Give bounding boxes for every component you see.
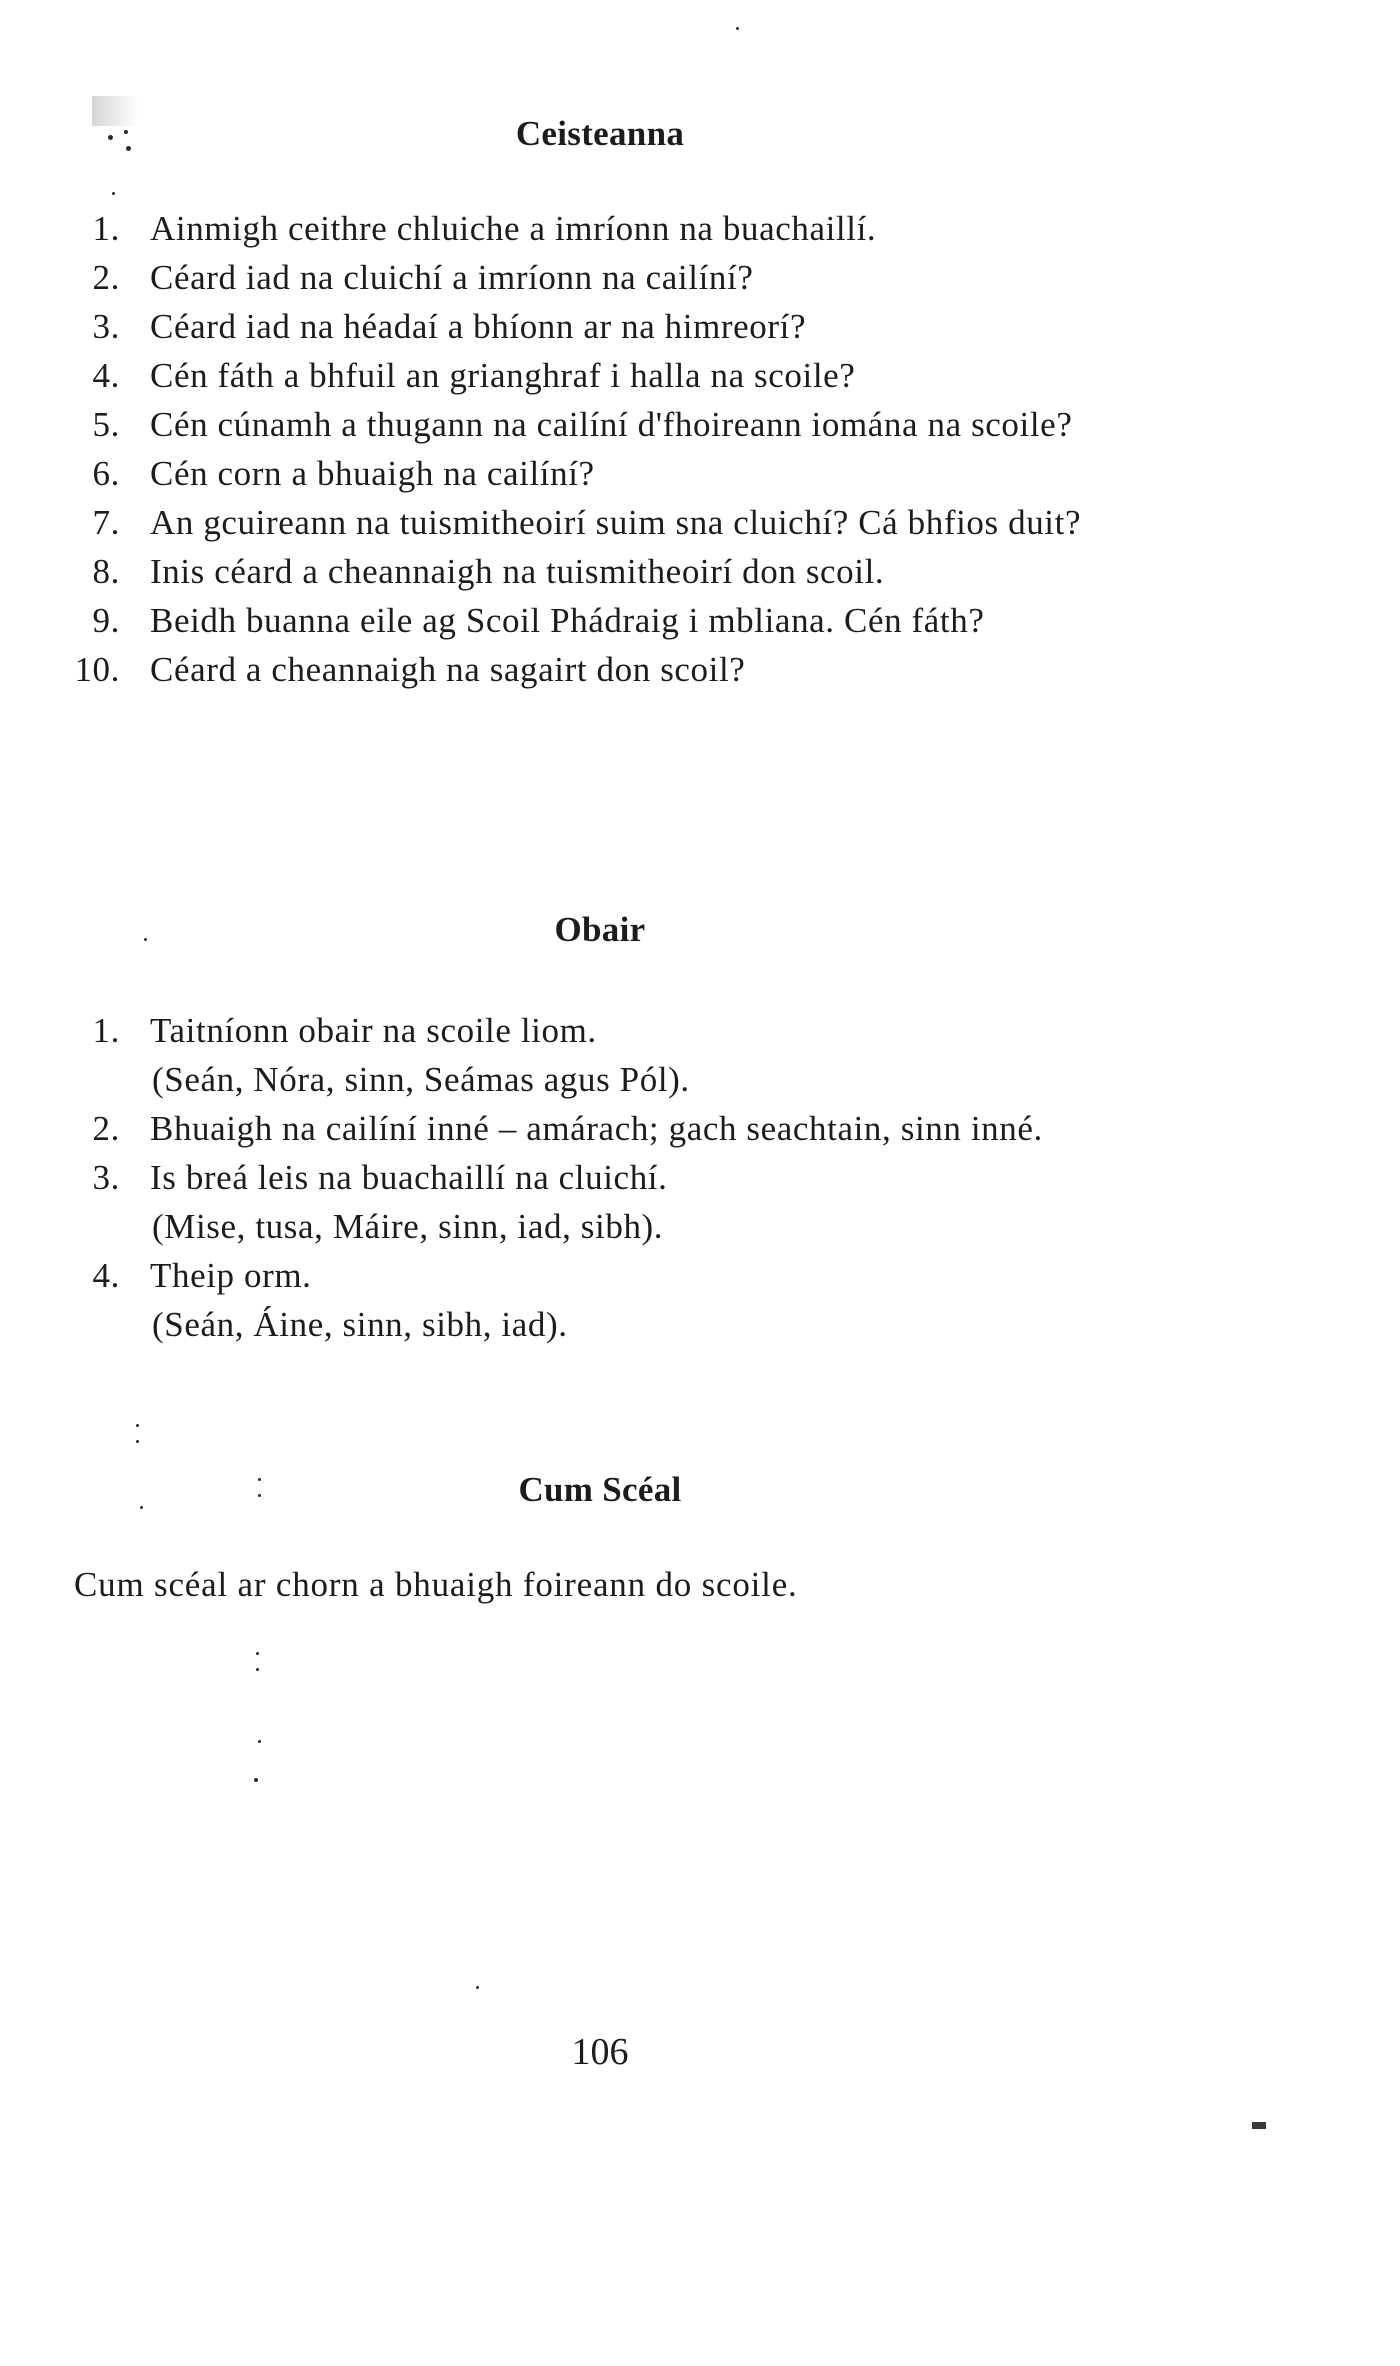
list-item xyxy=(60,1251,1140,1349)
item-text: Beidh buanna eile ag Scoil Phádraig i mbliana. Cén fáth? xyxy=(150,601,985,640)
item-number: 3. xyxy=(92,1158,120,1197)
item-number: 4. xyxy=(92,356,120,395)
item-prompt: (Mise, tusa, Máire, sinn, iad, sibh). xyxy=(152,1207,664,1246)
list-item xyxy=(60,253,1140,302)
item-text: An gcuireann na tuismitheoirí suim sna cluichí? Cá bhfios duit? xyxy=(150,503,1082,542)
item-text: Cén corn a bhuaigh na cailíní? xyxy=(150,454,595,493)
story-prompt: Cum scéal ar chorn a bhuaigh foireann do scoile. xyxy=(74,1565,798,1604)
item-prompt: (Seán, Nóra, sinn, Seámas agus Pól). xyxy=(152,1060,690,1099)
scan-speck xyxy=(476,1986,479,1989)
list-item xyxy=(60,351,1140,400)
list-item xyxy=(60,302,1140,351)
scan-speck xyxy=(136,1424,139,1427)
item-text: Céard a cheannaigh na sagairt don scoil? xyxy=(150,650,746,689)
item-text: Is breá leis na buachaillí na cluichí. xyxy=(150,1158,668,1197)
page-number: 106 xyxy=(571,2031,629,2073)
item-text: Inis céard a cheannaigh na tuismitheoirí don scoil. xyxy=(150,552,885,591)
list-item xyxy=(60,449,1140,498)
item-prompt: (Seán, Áine, sinn, sibh, iad). xyxy=(152,1305,568,1344)
item-text: Theip orm. xyxy=(150,1256,312,1295)
list-item xyxy=(60,547,1140,596)
list-item xyxy=(60,1006,1140,1104)
scan-speck xyxy=(124,130,128,134)
item-text: Cén cúnamh a thugann na cailíní d'fhoireann iomána na scoile? xyxy=(150,405,1073,444)
section-heading-obair: Obair xyxy=(554,910,646,949)
item-number: 5. xyxy=(92,405,120,444)
item-number: 8. xyxy=(92,552,120,591)
item-number: 10. xyxy=(74,650,120,689)
list-item xyxy=(60,204,1140,253)
scan-speck xyxy=(136,1440,139,1443)
scan-speck xyxy=(258,1478,261,1481)
item-number: 2. xyxy=(92,1109,120,1148)
scan-mark xyxy=(1252,2122,1266,2129)
list-item xyxy=(60,1153,1140,1251)
item-number: 2. xyxy=(92,258,120,297)
item-text: Céard iad na cluichí a imríonn na cailíní? xyxy=(150,258,754,297)
section-heading-ceisteanna: Ceisteanna xyxy=(515,114,685,153)
scan-speck xyxy=(140,1506,143,1509)
item-number: 1. xyxy=(92,209,120,248)
list-item xyxy=(60,498,1140,547)
item-number: 9. xyxy=(92,601,120,640)
scan-speck xyxy=(258,1494,261,1497)
list-item xyxy=(60,596,1140,645)
scan-speck xyxy=(258,1740,261,1743)
item-number: 3. xyxy=(92,307,120,346)
item-text: Bhuaigh na cailíní inné – amárach; gach seachtain, sinn inné. xyxy=(150,1109,1043,1148)
scan-speck xyxy=(256,1668,259,1671)
questions-list xyxy=(60,204,1140,694)
item-number: 6. xyxy=(92,454,120,493)
item-number: 4. xyxy=(92,1256,120,1295)
scan-speck xyxy=(736,27,739,30)
item-text: Cén fáth a bhfuil an grianghraf i halla na scoile? xyxy=(150,356,856,395)
scan-speck xyxy=(256,1652,259,1655)
scan-speck xyxy=(144,938,147,941)
scan-speck xyxy=(112,192,115,195)
item-text: Ainmigh ceithre chluiche a imríonn na buachaillí. xyxy=(150,209,877,248)
scan-speck xyxy=(126,146,131,151)
scan-speck xyxy=(254,1778,258,1782)
item-number: 7. xyxy=(92,503,120,542)
exercise-list xyxy=(60,1006,1140,1349)
list-item xyxy=(60,645,1140,694)
scan-speck xyxy=(108,135,113,140)
item-number: 1. xyxy=(92,1011,120,1050)
section-heading-cum-sceal: Cum Scéal xyxy=(518,1470,682,1509)
list-item xyxy=(60,400,1140,449)
list-item xyxy=(60,1104,1140,1153)
item-text: Taitníonn obair na scoile liom. xyxy=(150,1011,597,1050)
item-text: Céard iad na héadaí a bhíonn ar na himreorí? xyxy=(150,307,807,346)
